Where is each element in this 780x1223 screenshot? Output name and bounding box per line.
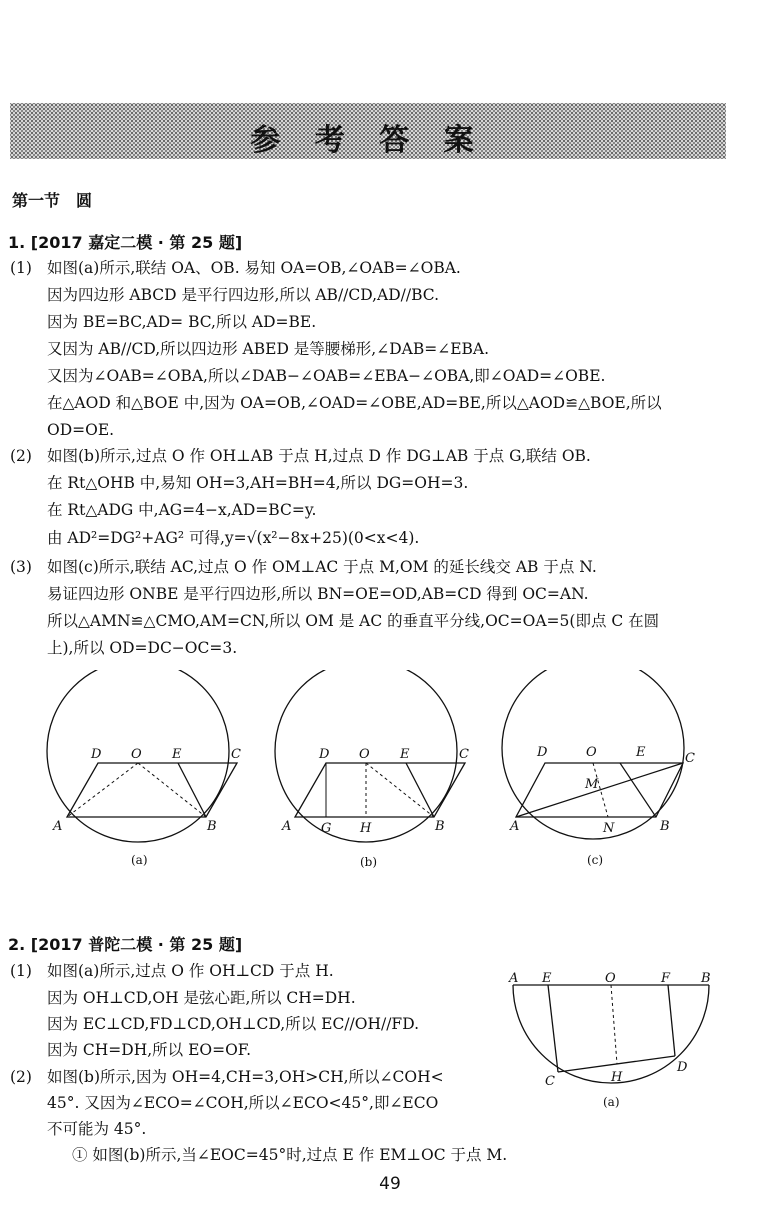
- figure-caption: (a): [131, 853, 148, 867]
- point-label: O: [359, 747, 370, 762]
- problem-1-heading: 1. [2017 嘉定二模 · 第 25 题]: [8, 233, 243, 252]
- dashed-oh: [611, 985, 617, 1064]
- problem-2-figure-a: [500, 960, 730, 1110]
- p1-part3-line: 上),所以 OD=DC−OC=3.: [47, 639, 238, 657]
- dashed-ob-a: [138, 763, 206, 817]
- p1-part2-line: 由 AD²=DG²+AG² 可得,y=√(x²−8x+25)(0<x<4).: [47, 529, 420, 547]
- problem-2-heading: 2. [2017 普陀二模 · 第 25 题]: [8, 935, 243, 954]
- point-label: C: [685, 751, 695, 766]
- point-label: O: [586, 745, 597, 760]
- parallelogram-b: [295, 763, 465, 817]
- p1-part1-line: 又因为∠OAB=∠OBA,所以∠DAB−∠OAB=∠EBA−∠OBA,即∠OAD=∠OBE.: [47, 367, 606, 385]
- figure-b: [275, 670, 469, 869]
- point-label: E: [636, 745, 646, 760]
- figure-caption: (b): [360, 855, 378, 869]
- figure-a: [47, 670, 241, 867]
- point-label: O: [131, 747, 142, 762]
- p2-part1-line: 如图(a)所示,过点 O 作 OH⊥CD 于点 H.: [47, 962, 334, 980]
- dashed-ob-b: [366, 763, 434, 817]
- point-label: D: [91, 747, 102, 762]
- p1-part3-line: 所以△AMN≌△CMO,AM=CN,所以 OM 是 AC 的垂直平分线,OC=OA=5(即点 C 在圆: [47, 612, 660, 630]
- p1-part2-line: 在 Rt△OHB 中,易知 OH=3,AH=BH=4,所以 DG=OH=3.: [47, 474, 469, 492]
- p1-part1-line: 因为 BE=BC,AD= BC,所以 AD=BE.: [47, 313, 317, 331]
- point-label: E: [172, 747, 182, 762]
- page-number: 49: [379, 1174, 401, 1194]
- figure-c: [502, 670, 695, 867]
- p2-part2-line: 不可能为 45°.: [47, 1120, 147, 1138]
- point-label: C: [231, 747, 241, 762]
- point-label: A: [53, 819, 63, 834]
- p1-part1-line: 又因为 AB//CD,所以四边形 ABED 是等腰梯形,∠DAB=∠EBA.: [47, 340, 490, 358]
- p2-part1-line: 因为 OH⊥CD,OH 是弦心距,所以 CH=DH.: [47, 989, 356, 1007]
- banner-title: 参 考 答 案: [250, 123, 486, 158]
- segment-be-a: [178, 763, 206, 817]
- point-label: M: [585, 777, 599, 792]
- parallelogram-a: [67, 763, 237, 817]
- p1-part1-line: OD=OE.: [47, 421, 115, 439]
- point-label: F: [661, 971, 671, 986]
- p1-part3-label: (3): [10, 558, 32, 576]
- point-label: B: [435, 819, 445, 834]
- p1-part2-line: 如图(b)所示,过点 O 作 OH⊥AB 于点 H,过点 D 作 DG⊥AB 于点 G,联结 OB.: [47, 447, 591, 465]
- point-label: A: [509, 971, 519, 986]
- p2-part1-label: (1): [10, 962, 32, 980]
- section-title: 第一节 圆: [12, 191, 93, 210]
- figure-caption: (c): [587, 853, 604, 867]
- point-label: E: [400, 747, 410, 762]
- p2-part1-line: 因为 CH=DH,所以 EO=OF.: [47, 1041, 252, 1059]
- point-label: H: [611, 1070, 623, 1085]
- answer-banner: [10, 103, 726, 159]
- p1-part3-line: 如图(c)所示,联结 AC,过点 O 作 OM⊥AC 于点 M,OM 的延长线交 AB 于点 N.: [47, 558, 597, 576]
- point-label: B: [660, 819, 670, 834]
- p1-part2-label: (2): [10, 447, 32, 465]
- point-label: D: [677, 1060, 688, 1075]
- problem-1-figures: [0, 670, 780, 880]
- point-label: C: [459, 747, 469, 762]
- point-label: D: [319, 747, 330, 762]
- p1-part1-line: 如图(a)所示,联结 OA、OB. 易知 OA=OB,∠OAB=∠OBA.: [47, 259, 461, 277]
- p1-part1-line: 在△AOD 和△BOE 中,因为 OA=OB,∠OAD=∠OBE,AD=BE,所以△AOD≌△BOE,所以: [47, 394, 662, 412]
- point-label: A: [282, 819, 292, 834]
- point-label: H: [360, 821, 372, 836]
- segment-be-b: [406, 763, 434, 817]
- point-label: E: [542, 971, 552, 986]
- point-label: A: [510, 819, 520, 834]
- segment-fd: [668, 985, 675, 1056]
- figure-caption: (a): [603, 1095, 620, 1109]
- point-label: G: [321, 821, 332, 836]
- p2-part2-line: 45°. 又因为∠ECO=∠COH,所以∠ECO<45°,即∠ECO: [47, 1094, 439, 1112]
- p2-part2-line: ① 如图(b)所示,当∠EOC=45°时,过点 E 作 EM⊥OC 于点 M.: [72, 1146, 508, 1164]
- point-label: O: [605, 971, 616, 986]
- p2-part2-label: (2): [10, 1068, 32, 1086]
- p1-part3-line: 易证四边形 ONBE 是平行四边形,所以 BN=OE=OD,AB=CD 得到 OC=AN.: [47, 585, 589, 603]
- point-label: D: [537, 745, 548, 760]
- segment-be-c: [620, 763, 656, 817]
- point-label: B: [701, 971, 711, 986]
- p1-part1-line: 因为四边形 ABCD 是平行四边形,所以 AB//CD,AD//BC.: [47, 286, 440, 304]
- point-label: C: [545, 1074, 555, 1089]
- point-label: B: [207, 819, 217, 834]
- segment-ec: [548, 985, 558, 1072]
- p1-part1-label: (1): [10, 259, 32, 277]
- p2-part1-line: 因为 EC⊥CD,FD⊥CD,OH⊥CD,所以 EC//OH//FD.: [47, 1015, 419, 1033]
- p1-part2-line: 在 Rt△ADG 中,AG=4−x,AD=BC=y.: [47, 501, 317, 519]
- dashed-oa-a: [67, 763, 138, 817]
- p2-part2-line: 如图(b)所示,因为 OH=4,CH=3,OH>CH,所以∠COH<: [47, 1068, 444, 1086]
- point-label: N: [603, 821, 615, 836]
